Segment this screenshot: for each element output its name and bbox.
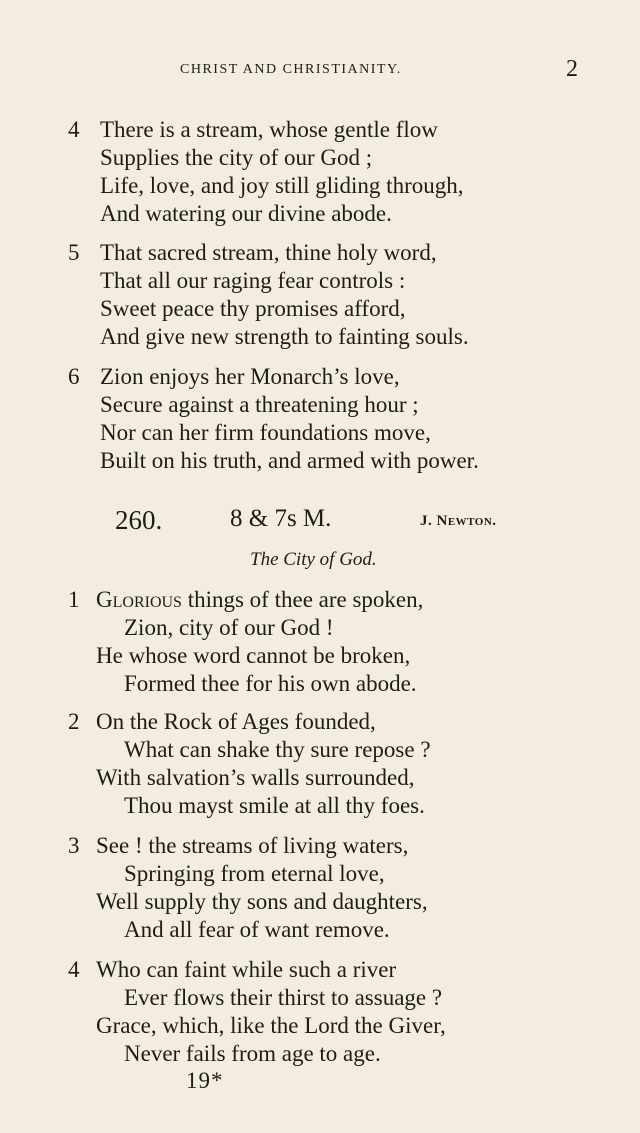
hymn-title: The City of God. bbox=[250, 549, 377, 570]
verse-number: 1 bbox=[68, 587, 80, 612]
verse-number: 4 bbox=[68, 117, 80, 142]
verse-line: Formed thee for his own abode. bbox=[124, 671, 417, 696]
verse-line: Life, love, and joy still gliding through, bbox=[100, 173, 464, 198]
verse-line: Grace, which, like the Lord the Giver, bbox=[96, 1013, 446, 1038]
verse-line-rest: things of thee are spoken, bbox=[181, 587, 424, 612]
verse-line: Secure against a threatening hour ; bbox=[100, 392, 419, 417]
hymn-author: J. Newton. bbox=[420, 513, 497, 529]
verse-line: Ever flows their thirst to assuage ? bbox=[124, 985, 443, 1010]
verse-line: Zion enjoys her Monarch’s love, bbox=[100, 364, 400, 389]
signature-mark: 19* bbox=[186, 1068, 224, 1093]
verse-line: Thou mayst smile at all thy foes. bbox=[124, 793, 425, 818]
verse-line: Sweet peace thy promises afford, bbox=[100, 296, 406, 321]
running-head: CHRIST AND CHRISTIANITY. bbox=[180, 62, 402, 77]
first-word: Glorious bbox=[96, 587, 182, 612]
verse-number: 2 bbox=[68, 709, 80, 734]
verse-line bbox=[96, 586, 423, 614]
hymn-number: 260. bbox=[115, 505, 163, 535]
verse-line: Supplies the city of our God ; bbox=[100, 145, 373, 170]
verse-number: 3 bbox=[68, 833, 80, 858]
verse-line: What can shake thy sure repose ? bbox=[124, 737, 431, 762]
verse-line: Nor can her firm foundations move, bbox=[100, 420, 431, 445]
verse-line: That sacred stream, thine holy word, bbox=[100, 240, 437, 265]
verse-line: And all fear of want remove. bbox=[124, 917, 390, 942]
verse-number: 6 bbox=[68, 364, 80, 389]
verse-line: Well supply thy sons and daughters, bbox=[96, 889, 428, 914]
verse-line: And watering our divine abode. bbox=[100, 201, 392, 226]
verse-line: Built on his truth, and armed with power. bbox=[100, 448, 479, 473]
verse-line: And give new strength to fainting souls. bbox=[100, 324, 469, 349]
verse-line: See ! the streams of living waters, bbox=[96, 833, 409, 858]
verse-number: 5 bbox=[68, 240, 80, 265]
verse-line: That all our raging fear controls : bbox=[100, 268, 406, 293]
verse-line: Who can faint while such a river bbox=[96, 957, 397, 982]
verse-number: 4 bbox=[68, 957, 80, 982]
verse-line: There is a stream, whose gentle flow bbox=[100, 117, 438, 142]
verse-line: Never fails from age to age. bbox=[124, 1041, 381, 1066]
hymn-heading bbox=[0, 505, 640, 541]
page-number: 2 bbox=[566, 56, 578, 82]
verse-line: Zion, city of our God ! bbox=[124, 615, 334, 640]
verse-line: On the Rock of Ages founded, bbox=[96, 709, 376, 734]
verse-line: Springing from eternal love, bbox=[124, 861, 385, 886]
verse-line: He whose word cannot be broken, bbox=[96, 643, 411, 668]
verse-line: With salvation’s walls surrounded, bbox=[96, 765, 415, 790]
hymn-meter: 8 & 7s M. bbox=[230, 505, 332, 532]
